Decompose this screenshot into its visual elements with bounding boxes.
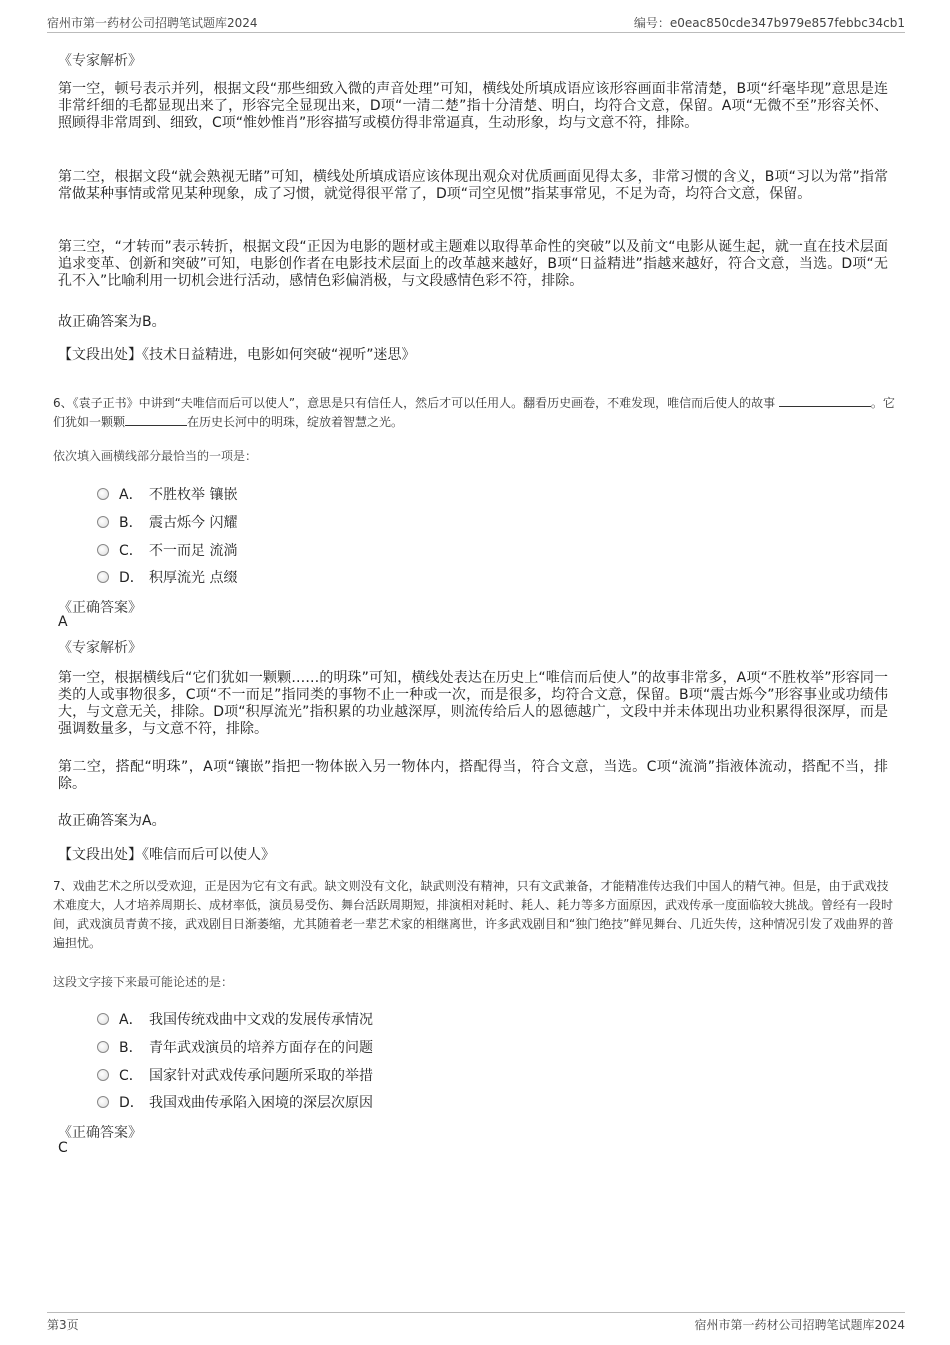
header-code: 编号：e0eac850cde347b979e857febbc34cb1 xyxy=(633,16,905,30)
radio-icon[interactable] xyxy=(97,571,109,583)
q6-source: 【文段出处】《唯信而后可以使人》 xyxy=(58,847,275,863)
radio-icon[interactable] xyxy=(97,1069,109,1081)
radio-icon[interactable] xyxy=(97,1096,109,1108)
q5-conclusion: 故正确答案为B。 xyxy=(58,314,166,330)
q6-text-b: 。它们犹如一颗颗 xyxy=(53,396,895,429)
q6-answer-label: 《正确答案》 xyxy=(58,600,142,616)
q6-text-a: 6、《袁子正书》中讲到“夫唯信而后可以使人”，意思是只有信任人，然后才可以任用人。翻看历史画卷，不难发现，唯信而后使人的故事 xyxy=(53,396,776,410)
q6-option-c[interactable]: C． 不一而足 流淌 xyxy=(97,540,237,558)
q7-answer: C xyxy=(58,1140,68,1156)
q6-conclusion: 故正确答案为A。 xyxy=(58,813,166,829)
footer-page-number: 第3页 xyxy=(47,1318,79,1332)
radio-icon[interactable] xyxy=(97,488,109,500)
radio-icon[interactable] xyxy=(97,544,109,556)
q6-text-c: 在历史长河中的明珠，绽放着智慧之光。 xyxy=(187,415,404,429)
page-footer xyxy=(47,1312,905,1333)
q6-prompt: 依次填入画横线部分最恰当的一项是： xyxy=(53,449,258,463)
q5-analysis-p3: 第三空，“才转而”表示转折，根据文段“正因为电影的题材或主题难以取得革命性的突破”以及前文“电影从诞生起，就一直在技术层面追求变革、创新和突破”可知，电影创作者在电影技术层面上的改革越来越好，B项“日益精进”指越来越好，符合文意，当选。D项“无孔不入”比喻利用一切机会进行活动，感情色彩偏消极，与文段感情色彩不符，排除。 xyxy=(58,239,888,289)
q5-source: 【文段出处】《技术日益精进，电影如何突破“视听”迷思》 xyxy=(58,347,416,363)
q7-option-d[interactable]: D． 我国戏曲传承陷入困境的深层次原因 xyxy=(97,1092,373,1110)
q6-option-a[interactable]: A． 不胜枚举 镶嵌 xyxy=(97,484,237,502)
radio-icon[interactable] xyxy=(97,1013,109,1025)
q7-prompt: 这段文字接下来最可能论述的是： xyxy=(53,975,234,989)
q5-analysis-label: 《专家解析》 xyxy=(58,53,142,69)
q6-question-text xyxy=(53,394,895,432)
q7-question-text: 7、戏曲艺术之所以受欢迎，正是因为它有文有武。缺文则没有文化，缺武则没有精神，只有文武兼备，才能精准传达我们中国人的精气神。但是，由于武戏技术难度大，人才培养周期长、成材率低，演员易受伤、舞台活跃周期短，排演相对耗时、耗人、耗力等多方面原因，武戏传承一度面临较大挑战。曾经有一段时间，武戏演员青黄不接，武戏剧目日渐萎缩，尤其随着老一辈艺术家的相继离世，许多武戏剧目和“独门绝技”鲜见舞台、几近失传，这种情况引发了戏曲界的普遍担忧。 xyxy=(53,879,894,950)
q6-blank-1 xyxy=(779,394,871,407)
q5-analysis-p1: 第一空，顿号表示并列，根据文段“那些细致入微的声音处理”可知，横线处所填成语应该形容画面非常清楚，B项“纤毫毕现”意思是连非常纤细的毛都显现出来了，形容完全显现出来，D项“一清二楚”指十分清楚、明白，均符合文意，保留。A项“无微不至”形容关怀、照顾得非常周到、细致，C项“惟妙惟肖”形容描写或模仿得非常逼真，生动形象，均与文意不符，排除。 xyxy=(58,81,888,131)
q7-option-a[interactable]: A． 我国传统戏曲中文戏的发展传承情况 xyxy=(97,1009,373,1027)
radio-icon[interactable] xyxy=(97,516,109,528)
header-title: 宿州市第一药材公司招聘笔试题库2024 xyxy=(47,16,258,30)
q7-answer-label: 《正确答案》 xyxy=(58,1125,142,1141)
q7-option-c[interactable]: C． 国家针对武戏传承问题所采取的举措 xyxy=(97,1065,373,1083)
q6-answer: A xyxy=(58,614,68,630)
q6-option-b[interactable]: B． 震古烁今 闪耀 xyxy=(97,512,237,530)
q6-option-d[interactable]: D． 积厚流光 点缀 xyxy=(97,567,237,585)
q6-blank-2 xyxy=(125,413,187,426)
q7-option-b[interactable]: B． 青年武戏演员的培养方面存在的问题 xyxy=(97,1037,373,1055)
page-header xyxy=(47,14,905,33)
q5-analysis-p2: 第二空，根据文段“就会熟视无睹”可知，横线处所填成语应该体现出观众对优质画面见得太多，非常习惯的含义，B项“习以为常”指常常做某种事情或常见某种现象，成了习惯，就觉得很平常了，D项“司空见惯”指某事常见，不足为奇，均符合文意，保留。 xyxy=(58,169,888,202)
q6-analysis-p1: 第一空，根据横线后“它们犹如一颗颗……的明珠”可知，横线处表达在历史上“唯信而后使人”的故事非常多，A项“不胜枚举”形容同一类的人或事物很多，C项“不一而足”指同类的事物不止一种或一次，而是很多，均符合文意，保留。B项“震古烁今”形容事业或功绩伟大，与文意无关，排除。D项“积厚流光”指积累的功业越深厚，则流传给后人的恩德越广，文段中并未体现出功业积累得很深厚，而是强调数量多，与文意不符，排除。 xyxy=(58,670,888,737)
q6-analysis-p2: 第二空，搭配“明珠”，A项“镶嵌”指把一物体嵌入另一物体内，搭配得当，符合文意，当选。C项“流淌”指液体流动，搭配不当，排除。 xyxy=(58,759,888,792)
footer-title: 宿州市第一药材公司招聘笔试题库2024 xyxy=(694,1318,905,1332)
q6-analysis-label: 《专家解析》 xyxy=(58,640,142,656)
radio-icon[interactable] xyxy=(97,1041,109,1053)
